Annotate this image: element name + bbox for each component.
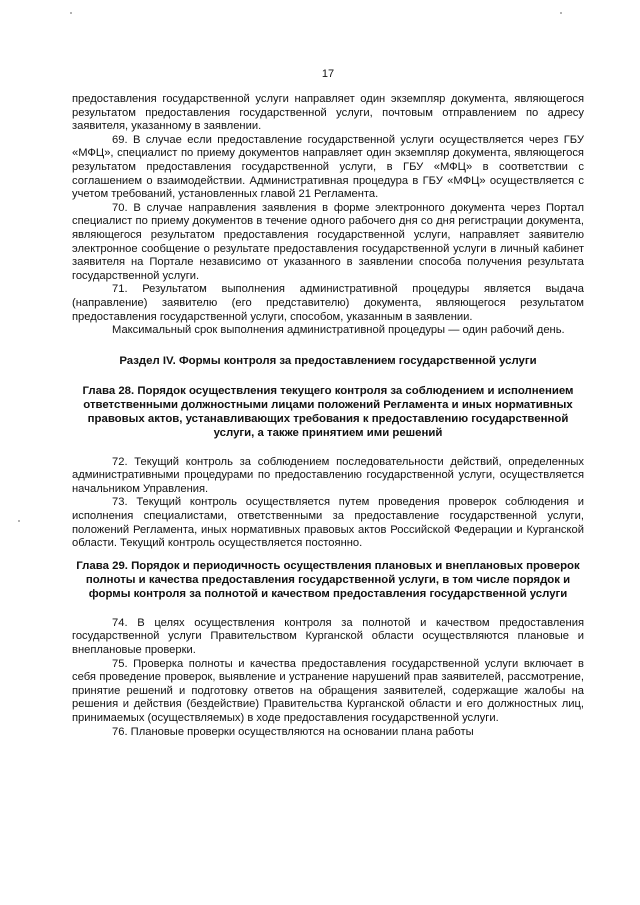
page-number: 17	[321, 68, 335, 80]
paragraph-max-term: Максимальный срок выполнения административной процедуры — один рабочий день.	[112, 324, 565, 337]
paragraph-69: 69. В случае если предоставление государственной услуги осуществляется через ГБУ «МФЦ», специалист по приему документов направляет один экземпляр документа, являющегося результатом предоставления государственной услуги, в ГБУ «МФЦ» в соответствии с соглашением о взаимодействии. Административная процедура в ГБУ «МФЦ» осуществляется с учетом требований, установленных главой 21 Регламента.	[72, 133, 584, 201]
paragraph-68-continuation: предоставления государственной услуги направляет один экземпляр документа, являющегося результатом предоставления государственной услуги, почтовым отправлением по адресу заявителя, указанному в заявлении.	[72, 93, 584, 133]
paragraph-72: 72. Текущий контроль за соблюдением последовательности действий, определенных административными процедурами по предоставлению государственной услуги, осуществляется начальником Управления.	[72, 455, 584, 495]
paragraph-75: 75. Проверка полноты и качества предоставления государственной услуги включает в себя проведение проверок, выявление и устранение нарушений прав заявителей, рассмотрение, принятие решений и подготовку ответов на обращения заявителей, содержащие жалобы на решения и действия (бездействие) Правительства Курганской области и его должностных лиц, принимаемых (осуществляемых) в ходе предоставления государственной услуги.	[72, 657, 584, 724]
scan-speck	[70, 12, 72, 14]
paragraph-74: 74. В целях осуществления контроля за полнотой и качеством предоставления государственной услуги Правительством Курганской области осуществляются плановые и внеплановые проверки.	[72, 616, 584, 657]
paragraph-71: 71. Результатом выполнения административной процедуры является выдача (направление) заявителю (его представителю) документа, являющегося результатом предоставления государственной услуги, способом, указанным в заявлении.	[72, 283, 584, 323]
section-title-iv: Раздел IV. Формы контроля за предоставлением государственной услуги	[119, 354, 537, 367]
chapter-29-title: Глава 29. Порядок и периодичность осуществления плановых и внеплановых проверок полноты и качества предоставления государственной услуги, в том числе порядок и формы контроля за полнотой и качеством предоставления государственной услуги	[76, 559, 580, 600]
document-body	[72, 93, 584, 739]
paragraph-70: 70. В случае направления заявления в форме электронного документа через Портал специалист по приему документов в течение одного рабочего дня со дня регистрации документа, являющегося результатом предоставления государственной услуги, направляет заявителю электронное сообщение о результате предоставления государственной услуги в личный кабинет заявителя на Портале независимо от указанного в заявлении способа получения результата государственной услуги.	[72, 201, 584, 282]
scan-speck	[18, 520, 20, 522]
chapter-28-title: Глава 28. Порядок осуществления текущего контроля за соблюдением и исполнением ответственными должностными лицами положений Регламента и иных нормативных правовых актов, устанавливающих требования к предоставлению государственной услуги, а также принятием ими решений	[82, 384, 574, 439]
paragraph-73: 73. Текущий контроль осуществляется путем проведения проверок соблюдения и исполнения специалистами, ответственными за предоставление государственной услуги, положений Регламента, иных нормативных правовых актов Российской Федерации и Курганской области. Текущий контроль осуществляется постоянно.	[72, 496, 584, 550]
document-page	[72, 0, 584, 905]
paragraph-76: 76. Плановые проверки осуществляются на основании плана работы	[112, 725, 474, 738]
scan-speck	[560, 12, 562, 14]
